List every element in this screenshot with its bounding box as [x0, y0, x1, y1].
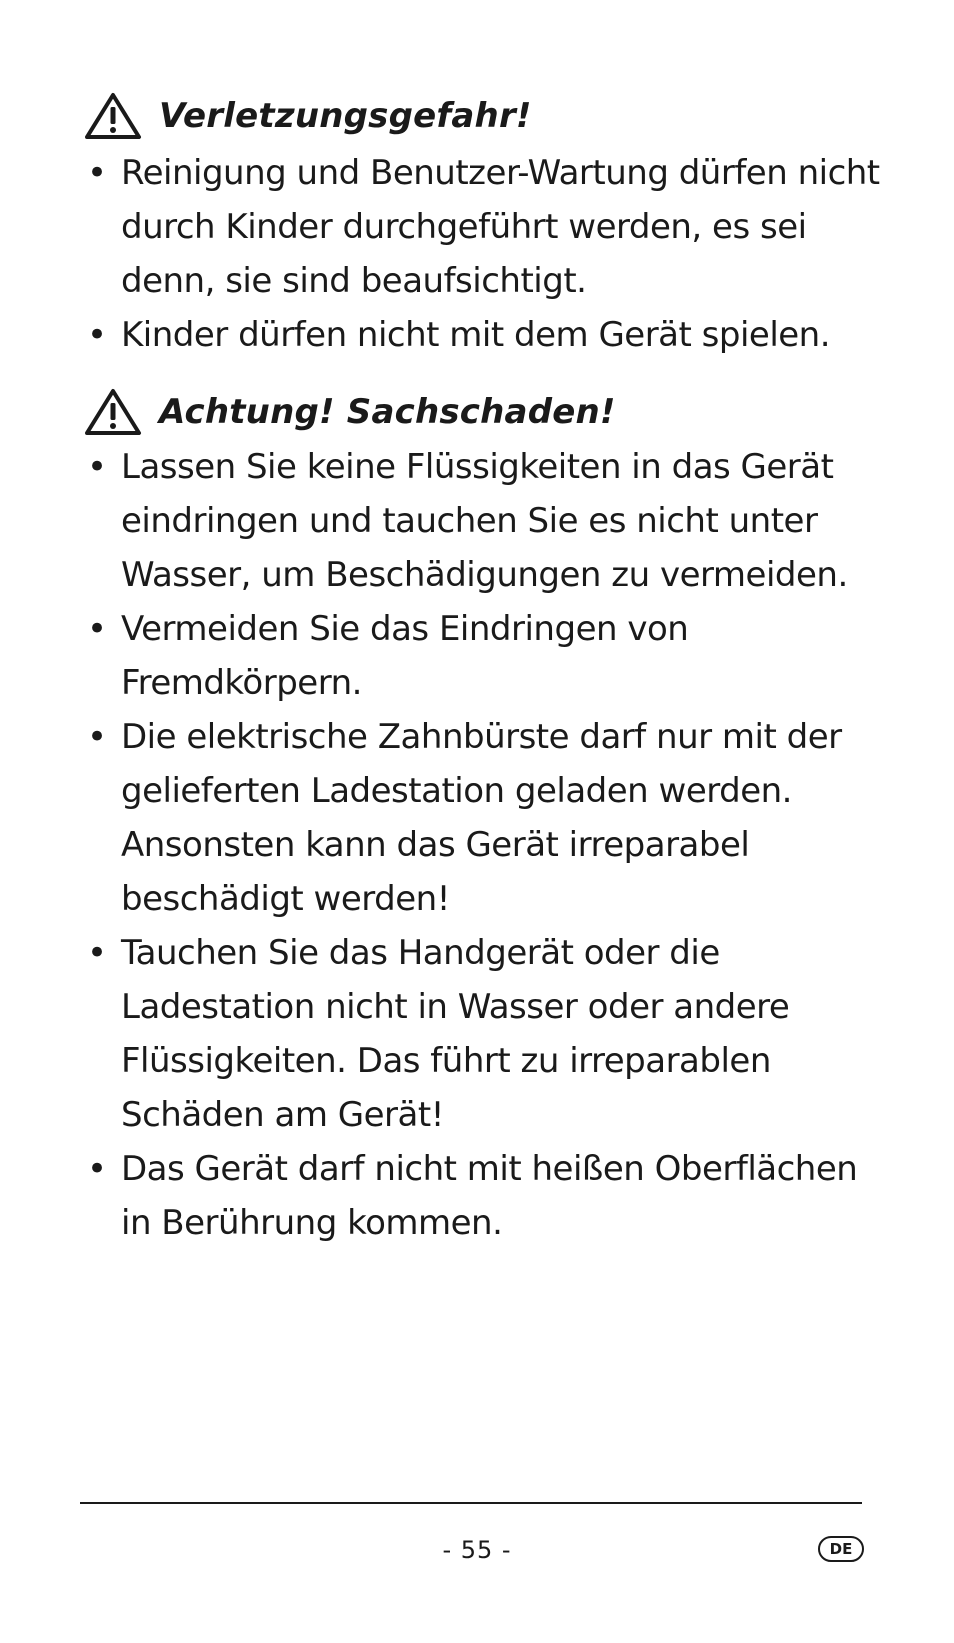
list-item — [83, 146, 883, 308]
bullet-icon: • — [87, 933, 107, 973]
list-item — [83, 308, 883, 362]
bullet-icon: • — [87, 609, 107, 649]
bullet-list — [83, 440, 883, 1250]
list-item — [83, 710, 883, 926]
heading-text: Verletzungsgefahr! — [159, 96, 532, 136]
injury-warning-section — [83, 88, 883, 362]
list-item — [83, 926, 883, 1142]
list-item-text: Lassen Sie keine Flüssigkeiten in das Gerät eindringen und tauchen Sie es nicht unter Wasser, um Beschädigungen zu vermeiden. — [121, 447, 848, 595]
list-item-text: Reinigung und Benutzer-Wartung dürfen nicht durch Kinder durchgeführt werden, es sei denn, sie sind beaufsichtigt. — [121, 153, 880, 301]
bullet-icon: • — [87, 315, 107, 355]
property-damage-section — [83, 384, 883, 1250]
warning-triangle-icon — [83, 91, 143, 141]
bullet-icon: • — [87, 717, 107, 757]
section-heading — [83, 384, 883, 440]
list-item-text: Das Gerät darf nicht mit heißen Oberflächen in Berührung kommen. — [121, 1149, 858, 1243]
page-number: - 55 - — [442, 1536, 512, 1564]
list-item-text: Vermeiden Sie das Eindringen von Fremdkörpern. — [121, 609, 689, 703]
list-item — [83, 440, 883, 602]
bullet-list — [83, 146, 883, 362]
section-heading — [83, 88, 883, 144]
list-item-text: Kinder dürfen nicht mit dem Gerät spielen. — [121, 315, 831, 355]
bullet-icon: • — [87, 153, 107, 193]
language-badge: DE — [818, 1536, 864, 1562]
warning-triangle-icon — [83, 387, 143, 437]
list-item — [83, 1142, 883, 1250]
list-item-text: Tauchen Sie das Handgerät oder die Ladestation nicht in Wasser oder andere Flüssigkeiten. Das führt zu irreparablen Schäden am Gerät! — [121, 933, 790, 1135]
bullet-icon: • — [87, 447, 107, 487]
bullet-icon: • — [87, 1149, 107, 1189]
footer-divider — [80, 1502, 862, 1504]
list-item — [83, 602, 883, 710]
heading-text: Achtung! Sachschaden! — [159, 392, 616, 432]
list-item-text: Die elektrische Zahnbürste darf nur mit der gelieferten Ladestation geladen werden. Ansonsten kann das Gerät irreparabel beschädigt werden! — [121, 717, 842, 919]
